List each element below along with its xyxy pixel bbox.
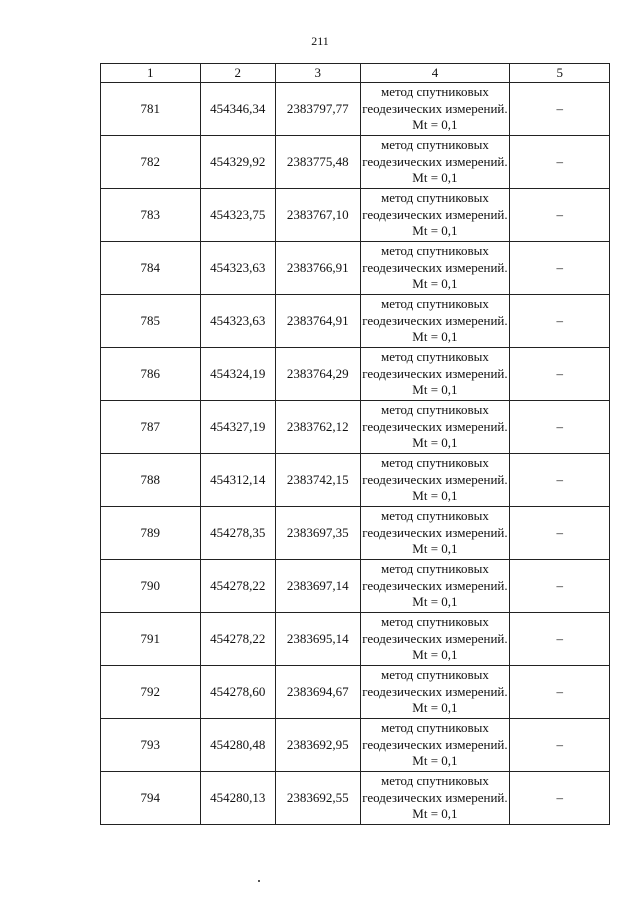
table-row: [101, 613, 610, 666]
table-row: [101, 719, 610, 772]
point-number-cell: 791: [101, 613, 201, 666]
x-coordinate-cell: 454323,63: [200, 242, 275, 295]
coordinates-table: [100, 63, 610, 825]
note-cell: –: [510, 613, 610, 666]
note-cell: –: [510, 401, 610, 454]
y-coordinate-cell: 2383767,10: [276, 189, 360, 242]
point-number-cell: 789: [101, 507, 201, 560]
table-row: [101, 401, 610, 454]
method-cell: метод спутниковых геодезических измерений. Mt = 0,1: [360, 242, 510, 295]
x-coordinate-cell: 454278,60: [200, 666, 275, 719]
note-cell: –: [510, 772, 610, 825]
header-col-4: 4: [360, 64, 510, 83]
table-body: [101, 83, 610, 825]
point-number-cell: 784: [101, 242, 201, 295]
header-col-1: 1: [101, 64, 201, 83]
method-cell: метод спутниковых геодезических измерений. Mt = 0,1: [360, 295, 510, 348]
method-cell: метод спутниковых геодезических измерений. Mt = 0,1: [360, 454, 510, 507]
table-row: [101, 295, 610, 348]
y-coordinate-cell: 2383775,48: [276, 136, 360, 189]
table-row: [101, 560, 610, 613]
method-cell: метод спутниковых геодезических измерений. Mt = 0,1: [360, 189, 510, 242]
y-coordinate-cell: 2383692,95: [276, 719, 360, 772]
table-header-row: [101, 64, 610, 83]
method-cell: метод спутниковых геодезических измерений. Mt = 0,1: [360, 772, 510, 825]
x-coordinate-cell: 454278,22: [200, 613, 275, 666]
method-cell: метод спутниковых геодезических измерений. Mt = 0,1: [360, 719, 510, 772]
header-col-2: 2: [200, 64, 275, 83]
point-number-cell: 783: [101, 189, 201, 242]
y-coordinate-cell: 2383692,55: [276, 772, 360, 825]
table-row: [101, 83, 610, 136]
method-cell: метод спутниковых геодезических измерений. Mt = 0,1: [360, 136, 510, 189]
method-cell: метод спутниковых геодезических измерений. Mt = 0,1: [360, 83, 510, 136]
note-cell: –: [510, 136, 610, 189]
y-coordinate-cell: 2383694,67: [276, 666, 360, 719]
method-cell: метод спутниковых геодезических измерений. Mt = 0,1: [360, 507, 510, 560]
scan-mark: [258, 880, 260, 882]
point-number-cell: 787: [101, 401, 201, 454]
point-number-cell: 792: [101, 666, 201, 719]
method-cell: метод спутниковых геодезических измерений. Mt = 0,1: [360, 613, 510, 666]
x-coordinate-cell: 454324,19: [200, 348, 275, 401]
x-coordinate-cell: 454278,22: [200, 560, 275, 613]
y-coordinate-cell: 2383764,91: [276, 295, 360, 348]
x-coordinate-cell: 454278,35: [200, 507, 275, 560]
y-coordinate-cell: 2383766,91: [276, 242, 360, 295]
method-cell: метод спутниковых геодезических измерений. Mt = 0,1: [360, 401, 510, 454]
x-coordinate-cell: 454280,13: [200, 772, 275, 825]
method-cell: метод спутниковых геодезических измерений. Mt = 0,1: [360, 666, 510, 719]
y-coordinate-cell: 2383742,15: [276, 454, 360, 507]
note-cell: –: [510, 295, 610, 348]
note-cell: –: [510, 83, 610, 136]
point-number-cell: 781: [101, 83, 201, 136]
table-row: [101, 136, 610, 189]
y-coordinate-cell: 2383797,77: [276, 83, 360, 136]
method-cell: метод спутниковых геодезических измерений. Mt = 0,1: [360, 348, 510, 401]
table-row: [101, 454, 610, 507]
point-number-cell: 786: [101, 348, 201, 401]
note-cell: –: [510, 348, 610, 401]
point-number-cell: 782: [101, 136, 201, 189]
table-row: [101, 348, 610, 401]
note-cell: –: [510, 666, 610, 719]
point-number-cell: 794: [101, 772, 201, 825]
x-coordinate-cell: 454323,63: [200, 295, 275, 348]
header-col-5: 5: [510, 64, 610, 83]
table-row: [101, 772, 610, 825]
note-cell: –: [510, 189, 610, 242]
point-number-cell: 790: [101, 560, 201, 613]
y-coordinate-cell: 2383764,29: [276, 348, 360, 401]
table-row: [101, 189, 610, 242]
y-coordinate-cell: 2383762,12: [276, 401, 360, 454]
header-col-3: 3: [276, 64, 360, 83]
point-number-cell: 785: [101, 295, 201, 348]
method-cell: метод спутниковых геодезических измерений. Mt = 0,1: [360, 560, 510, 613]
page-number: 211: [311, 34, 329, 48]
note-cell: –: [510, 719, 610, 772]
x-coordinate-cell: 454323,75: [200, 189, 275, 242]
table-row: [101, 666, 610, 719]
x-coordinate-cell: 454346,34: [200, 83, 275, 136]
y-coordinate-cell: 2383697,14: [276, 560, 360, 613]
note-cell: –: [510, 454, 610, 507]
x-coordinate-cell: 454329,92: [200, 136, 275, 189]
note-cell: –: [510, 560, 610, 613]
note-cell: –: [510, 242, 610, 295]
x-coordinate-cell: 454327,19: [200, 401, 275, 454]
note-cell: –: [510, 507, 610, 560]
y-coordinate-cell: 2383697,35: [276, 507, 360, 560]
point-number-cell: 793: [101, 719, 201, 772]
y-coordinate-cell: 2383695,14: [276, 613, 360, 666]
table-row: [101, 507, 610, 560]
table-row: [101, 242, 610, 295]
x-coordinate-cell: 454280,48: [200, 719, 275, 772]
point-number-cell: 788: [101, 454, 201, 507]
x-coordinate-cell: 454312,14: [200, 454, 275, 507]
